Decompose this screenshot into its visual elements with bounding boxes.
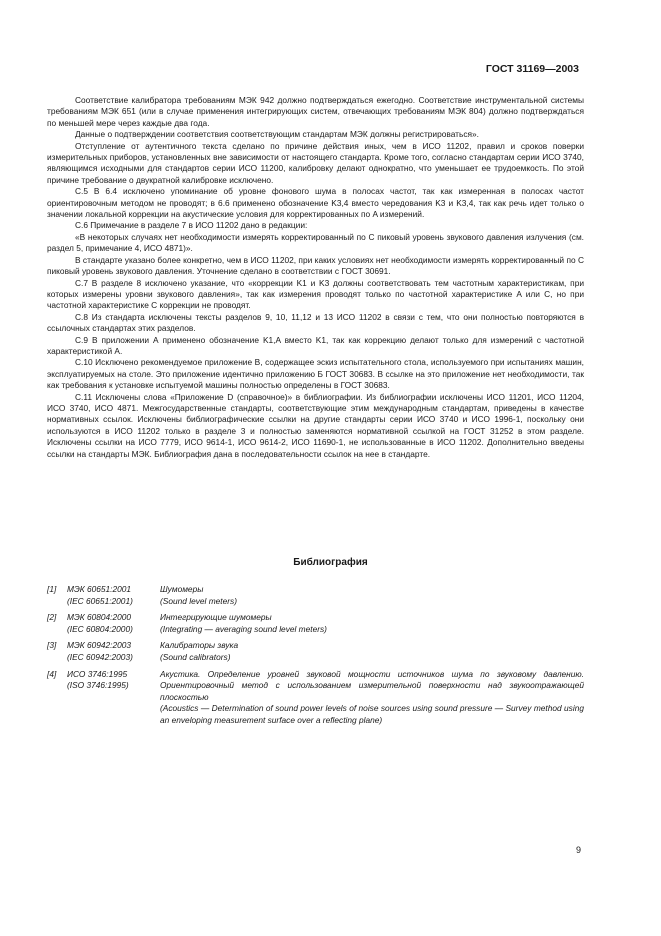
title-ru: Интегрирующие шумомеры	[160, 612, 272, 623]
document-body	[47, 95, 584, 460]
paragraph: C.7 В разделе 8 исключено указание, что «коррекции K1 и K3 должны соответствовать тем частотным характеристикам, при которых измерены уровни звукового давления», так как измерения проводят только по частотной характеристике A или C, но при частотной характеристике C коррекции не проводят.	[47, 277, 584, 311]
paragraph: C.5 В 6.4 исключено упоминание об уровне фонового шума в полосах частот, так как измеренная в полосах частот ориентировочным методом не проводят; в 6.6 применено обозначение K3,4 вместо чередования K3 и K3,4, так как речь идет только о значении локальной коррекции на акустические условия для корректированных по A измерений.	[47, 186, 584, 220]
bibliography-code	[67, 669, 160, 727]
paragraph: В стандарте указано более конкретно, чем в ИСО 11202, при каких условиях нет необходимости измерять корректированный по C пиковый уровень звукового давления. Уточнение сделано в соответствии с ГОСТ 30691.	[47, 254, 584, 277]
bibliography-number: [3]	[47, 640, 57, 651]
paragraph: C.6 Примечание в разделе 7 в ИСО 11202 дано в редакции:	[75, 220, 308, 231]
paragraph: C.8 Из стандарта исключены тексты разделов 9, 10, 11,12 и 13 ИСО 11202 в связи с тем, что они полностью повторяются в ссылочных стандартах этих разделов.	[47, 311, 584, 334]
title-en: (Integrating — averaging sound level meters)	[160, 623, 327, 634]
bibliography-entry	[47, 669, 584, 727]
paragraph: C.10 Исключено рекомендуемое приложение В, содержащее эскиз испытательного стола, используемого при испытаниях машин, эксплуатируемых на столе. Это приложение идентично приложению Б ГОСТ 30683. В ссылке на это приложение нет необходимости, так как требования к установке испытуемой машины полностью определены в ГОСТ 30683.	[47, 357, 584, 391]
title-ru: Калибраторы звука	[160, 640, 239, 651]
page-number: 9	[575, 845, 581, 855]
paragraph: Данные о подтверждении соответствия соответствующим стандартам МЭК должны регистрироваться».	[75, 129, 479, 140]
title-ru: Шумомеры	[160, 584, 204, 594]
bibliography-number: [1]	[47, 584, 57, 594]
title-ru: Акустика. Определение уровней звуковой мощности источников шума по звуковому давлению. Ориентировочный метод с использованием измерительной поверхности над звукоотражающей плоскостью	[160, 668, 584, 702]
paragraph: C.9 В приложении А применено обозначение K1,A вместо K1, так как коррекцию делают только для измерений с частотной характеристикой A.	[47, 334, 584, 356]
bibliography-entry	[47, 612, 584, 635]
bibliography-number: [4]	[47, 668, 57, 679]
title-en: (Acoustics — Determination of sound power levels of noise sources using sound pressure — Survey method using an enveloping measurement surface over a reflecting plane)	[160, 703, 584, 725]
bibliography-number: [2]	[47, 612, 57, 623]
code-ru: МЭК 60942:2003	[67, 640, 132, 651]
code-en: (IEC 60942:2003)	[67, 651, 133, 662]
bibliography-title-text	[160, 584, 584, 607]
bibliography-code	[67, 612, 160, 635]
paragraph: Отступление от аутентичного текста сделано по причине действия иных, чем в ИСО 11202, правил и сроков поверки измерительных приборов, установленных вне зависимости от настоящего стандарта. Кроме того, согласно стандартам серии ИСО 3740, являющимся исходными для стандартов серии ИСО 11200, калибровку делают однократно, что уменьшает ее трудоемкость. По этой причине требование о двукратной калибровке исключено.	[47, 140, 584, 185]
bibliography-title-text	[160, 612, 584, 635]
code-ru: МЭК 60651:2001	[67, 584, 132, 594]
code-en: (IEC 60804:2000)	[67, 623, 133, 634]
bibliography-code	[67, 584, 160, 607]
code-ru: МЭК 60804:2000	[67, 612, 132, 623]
paragraph: C.11 Исключены слова «Приложение D (справочное)» в библиографии. Из библиографии исключены ИСО 11201, ИСО 11204, ИСО 3740, ИСО 4871. Межгосударственные стандарты, соответствующие этим международным стандартам, приведены в качестве нормативных ссылок. Исключены библиографические ссылки на другие стандарты серии ИСО 3740 и ИСО 1996-1, поскольку они используются в ИСО 11202 только в разделе 3 и полностью заменяются нормативной ссылкой на ГОСТ 31252 в этом разделе. Исключены ссылки на ИСО 7779, ИСО 9614-1, ИСО 9614-2, ИСО 11690-1, не использованные в ИСО 11202. Дополнительно введены ссылки на стандарты МЭК. Библиография дана в последовательности ссылок на нее в стандарте.	[47, 391, 584, 459]
bibliography-code	[67, 640, 160, 663]
bibliography-title-text	[160, 669, 584, 727]
paragraph: «В некоторых случаях нет необходимости измерять корректированный по C пиковый уровень звукового давления излучения (см. раздел 5, примечание 4, ИСО 4871)».	[47, 231, 584, 254]
bibliography-list	[47, 584, 584, 732]
title-en: (Sound calibrators)	[160, 651, 231, 662]
bibliography-title-text	[160, 640, 584, 663]
title-en: (Sound level meters)	[160, 595, 237, 606]
bibliography-entry	[47, 584, 584, 607]
bibliography-entry	[47, 640, 584, 663]
code-en: (ISO 3746:1995)	[67, 680, 129, 691]
document-code-header: ГОСТ 31169—2003	[485, 63, 579, 75]
code-ru: ИСО 3746:1995	[67, 668, 128, 679]
bibliography-title: Библиография	[293, 557, 368, 568]
code-en: (IEC 60651:2001)	[67, 595, 133, 606]
paragraph: Соответствие калибратора требованиям МЭК 942 должно подтверждаться ежегодно. Соответствие инструментальной системы требованиям МЭК 651 (или в случае применения интегрирующих систем, отвечающих требованиям МЭК 804) должно подтверждаться по меньшей мере через каждые два года.	[47, 95, 584, 128]
